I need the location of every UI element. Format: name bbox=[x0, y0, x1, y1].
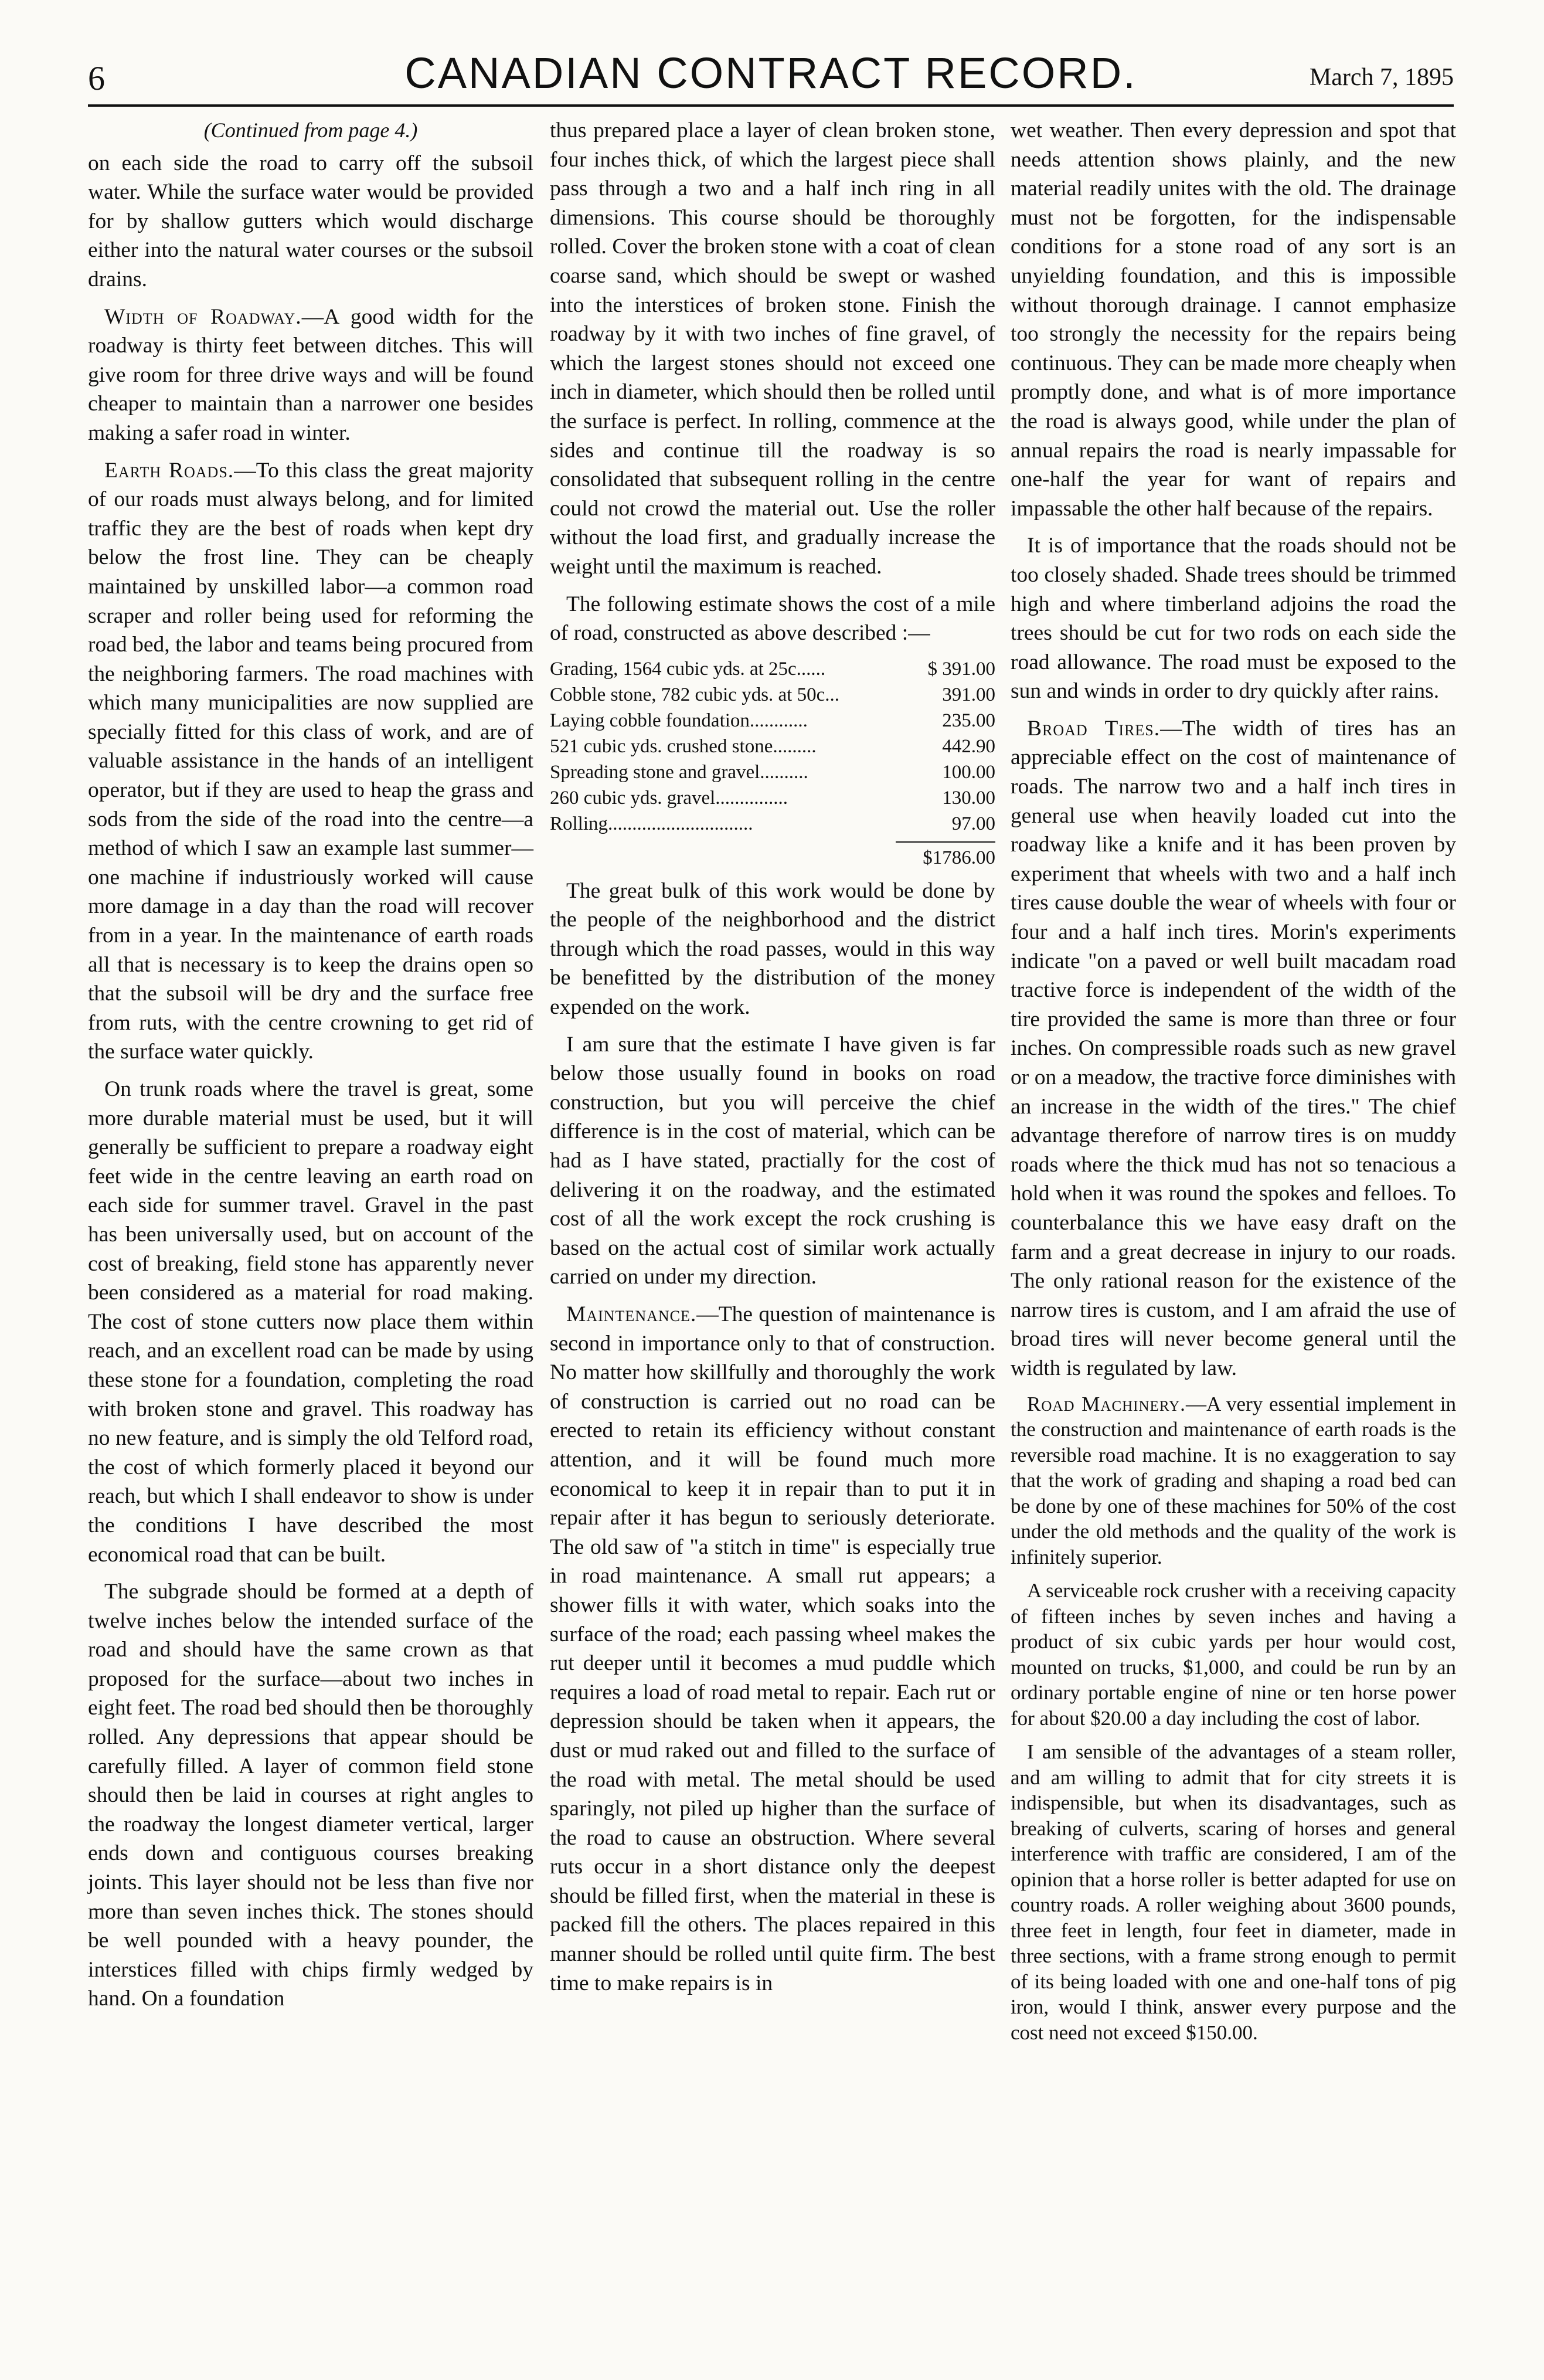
paragraph: The subgrade should be formed at a depth of twelve inches below the intended surface of the road and should have the same crown as that proposed for the surface—about two inches in eight feet. The road bed should then be thoroughly rolled. Any depressions that appear should be carefully filled. A layer of common field stone should then be laid in courses at right angles to the roadway the longest diameter vertical, larger ends down and contiguous courses breaking joints. This layer should not be less than five nor more than seven inches thick. The stones should be well pounded with a heavy pounder, the interstices filled with chips firmly wedged by hand. On a foundation bbox=[88, 1580, 533, 2011]
paragraph: It is of importance that the roads should not be too closely shaded. Shade trees should be trimmed high and where timberland adjoins the road the trees should be cut for two rods on each side the road allowance. The road must be exposed to the sun and winds in order to dry quickly after rains. bbox=[1011, 534, 1456, 704]
estimate-row: 260 cubic yds. gravel............... 130.00 bbox=[550, 787, 995, 809]
paragraph: A serviceable rock crusher with a receiving capacity of fifteen inches by seven inches and having a product of six cubic yards per hour would cost, mounted on trucks, $1,000, and could be run by an ordinary portable engine of nine or ten horse power for about $20.00 a day including the cost of labor. bbox=[1011, 1579, 1456, 1730]
page-header bbox=[88, 48, 1454, 118]
header-rule bbox=[88, 104, 1454, 107]
estimate-total: $1786.00 bbox=[550, 841, 995, 871]
section-heading: Width of Roadway. bbox=[104, 304, 302, 329]
continued-note: (Continued from page 4.) bbox=[203, 118, 418, 142]
section-heading: Road Machinery. bbox=[1027, 1392, 1186, 1415]
paragraph: on each side the road to carry off the subsoil water. While the surface water would be provided for by shallow gutters which would discharge either into the natural water courses or the subsoil drains. bbox=[88, 151, 533, 291]
paragraph: Maintenance.—The question of maintenance is second in importance only to that of construction. No matter how skillfully and thoroughly the work of construction is carried out no road can be erected to retain its efficiency without constant attention, and it will be found much more economical to keep it in repair than to put it in repair after it has begun to seriously deteriorate. The old saw of "a stitch in time" is especially true in road maintenance. A small rut appears; a shower fills it with water, which soaks into the surface of the road; each passing wheel makes the rut deeper until it becomes a mud puddle which requires a load of road metal to repair. Each rut or depression should be taken when it appears, the dust or mud raked out and filled to the surface of the road with metal. The metal should be used sparingly, not piled up higher than the surface of the road to cause an obstruction. Where several ruts occur in a short distance only the deepest should be filled first, when the material in these is packed fill the others. The places repaired in this manner should be rolled until quite firm. The best time to make repairs is in bbox=[550, 1302, 995, 1995]
publication-title: CANADIAN CONTRACT RECORD. bbox=[404, 49, 1137, 97]
issue-date: March 7, 1895 bbox=[1309, 64, 1454, 91]
paragraph: Road Machinery.—A very essential implement in the construction and maintenance of earth roads is the reversible road machine. It is no exaggeration to say that the work of grading and shaping a road bed can be done by one of these machines for 50% of the cost under the old methods and the quality of the work is infinitely superior. bbox=[1011, 1392, 1456, 1568]
paragraph: Earth Roads.—To this class the great majority of our roads must always belong, and for limited traffic they are the best of roads when kept dry below the frost line. They can be cheaply maintained by unskilled labor—a common road scraper and roller being used for reforming the road bed, the labor and teams being procured from the neighboring farmers. The road machines with which many municipalities are now supplied are specially fitted for this class of work, and are of valuable assistance in the hands of an intelligent operator, but if they are used to heap the grass and sods from the side of the road into the centre—a method of which I saw an example last summer—one machine if industriously worked will cause more damage in a day than the road will recover from in a year. In the maintenance of earth roads all that is necessary is to keep the drains open so that the subsoil will be dry and the surface free from ruts, with the centre crowning to get rid of the surface water quickly. bbox=[88, 458, 533, 1064]
estimate-row: Rolling.............................. 97.00 bbox=[550, 813, 995, 834]
column-1 bbox=[88, 116, 533, 2022]
paragraph: thus prepared place a layer of clean broken stone, four inches thick, of which the largest piece shall pass through a two and a half inch ring in all dimensions. This course should be thoroughly rolled. Cover the broken stone with a coat of clean coarse sand, which should be swept or washed into the interstices of broken stone. Finish the roadway by it with two inches of fine gravel, of which the largest stones should not exceed one inch in diameter, which should then be rolled until the surface is perfect. In rolling, commence at the sides and continue till the roadway is so consolidated that subsequent rolling in the centre could not crowd the material out. Use the roller without the load first, and gradually increase the weight until the maximum is reached. bbox=[550, 118, 995, 579]
section-heading: Broad Tires. bbox=[1027, 716, 1161, 741]
paragraph: wet weather. Then every depression and spot that needs attention shows plainly, and the new material readily unites with the old. The drainage must not be forgotten, for the indispensable conditions for a stone road of any sort is an unyielding foundation, and this is impossible without thorough drainage. I cannot emphasize too strongly the necessity for the repairs being continuous. They can be made more cheaply when promptly done, and what is of more importance the road is always good, while under the plan of annual repairs the road is nearly impassable for one-half the year for want of repairs and impassable the other half because of the repairs. bbox=[1011, 118, 1456, 521]
paragraph: The great bulk of this work would be done by the people of the neighborhood and the district through which the road passes, would in this way be benefitted by the distribution of the money expended on the work. bbox=[550, 878, 995, 1020]
small-type-block bbox=[1011, 1391, 1456, 2046]
section-heading: Earth Roads. bbox=[104, 458, 234, 483]
paragraph: The following estimate shows the cost of a mile of road, constructed as above described :— bbox=[550, 592, 995, 646]
column-3 bbox=[1011, 116, 1456, 2053]
paragraph: I am sure that the estimate I have given is far below those usually found in books on road construction, but you will perceive the chief difference is in the cost of material, which can be had as I have stated, practially for the cost of delivering it on the roadway, and the estimated cost of all the work except the rock crushing is based on the actual cost of similar work actually carried on under my direction. bbox=[550, 1032, 995, 1289]
estimate-row: Grading, 1564 cubic yds. at 25c...... $ 391.00 bbox=[550, 658, 995, 680]
estimate-row: Spreading stone and gravel.......... 100.00 bbox=[550, 761, 995, 783]
cost-estimate-table bbox=[550, 656, 995, 871]
column-2 bbox=[550, 116, 995, 2006]
section-heading: Maintenance. bbox=[566, 1302, 697, 1326]
estimate-row: Cobble stone, 782 cubic yds. at 50c... 391.00 bbox=[550, 684, 995, 705]
paragraph: I am sensible of the advantages of a steam roller, and am willing to admit that for city streets it is indispensible, but when its disadvantages, such as breaking of culverts, scaring of horses and general interference with traffic are considered, I am of the opinion that a horse roller is better adapted for use on country roads. A roller weighing about 3600 pounds, three feet in length, four feet in diameter, made in three sections, with a frame strong enough to permit of its being loaded with one and one-half tons of pig iron, would I think, answer every purpose and the cost need not exceed $150.00. bbox=[1011, 1740, 1456, 2044]
estimate-row: Laying cobble foundation............ 235.00 bbox=[550, 709, 995, 731]
page-number: 6 bbox=[88, 59, 105, 97]
paragraph: Broad Tires.—The width of tires has an appreciable effect on the cost of maintenance of roads. The narrow two and a half inch tires in general use when heavily loaded cut into the roadway like a knife and it has been proven by experiment that wheels with two and a half inch tires cause double the wear of wheels with four or four and a half inch tires. Morin's experiments indicate "on a paved or well built macadam road tractive force is independent of the width of the tire provided the same is more than three or four inches. On compressible roads such as new gravel or on a meadow, the tractive force diminishes with an increase in the width of the tires." The chief advantage therefore of narrow tires is on muddy roads where the thick mud has not so tenacious a hold when it was round the spokes and felloes. To counterbalance this we have easy draft on the farm and a great decrease in injury to our roads. The only rational reason for the existence of the narrow tires is custom, and I am afraid the use of broad tires will never become general until the width is regulated by law. bbox=[1011, 716, 1456, 1380]
paragraph: On trunk roads where the travel is great, some more durable material must be used, but it will generally be sufficient to prepare a roadway eight feet wide in the centre leaving an earth road on each side for summer travel. Gravel in the past has been universally used, but on account of the cost of breaking, field stone has apparently never been considered as a material for road making. The cost of stone cutters now place them within reach, and an excellent road can be made by using these stone for a foundation, completing the road with broken stone and gravel. This roadway has no new feature, and is simply the old Telford road, the cost of which formerly placed it beyond our reach, but which I shall endeavor to show is under the conditions I have described the most economical road that can be built. bbox=[88, 1077, 533, 1567]
estimate-row: 521 cubic yds. crushed stone......... 442.90 bbox=[550, 735, 995, 757]
paragraph: Width of Roadway.—A good width for the roadway is thirty feet between ditches. This will give room for three drive ways and will be found cheaper to maintain than a narrower one besides making a safer road in winter. bbox=[88, 304, 533, 445]
